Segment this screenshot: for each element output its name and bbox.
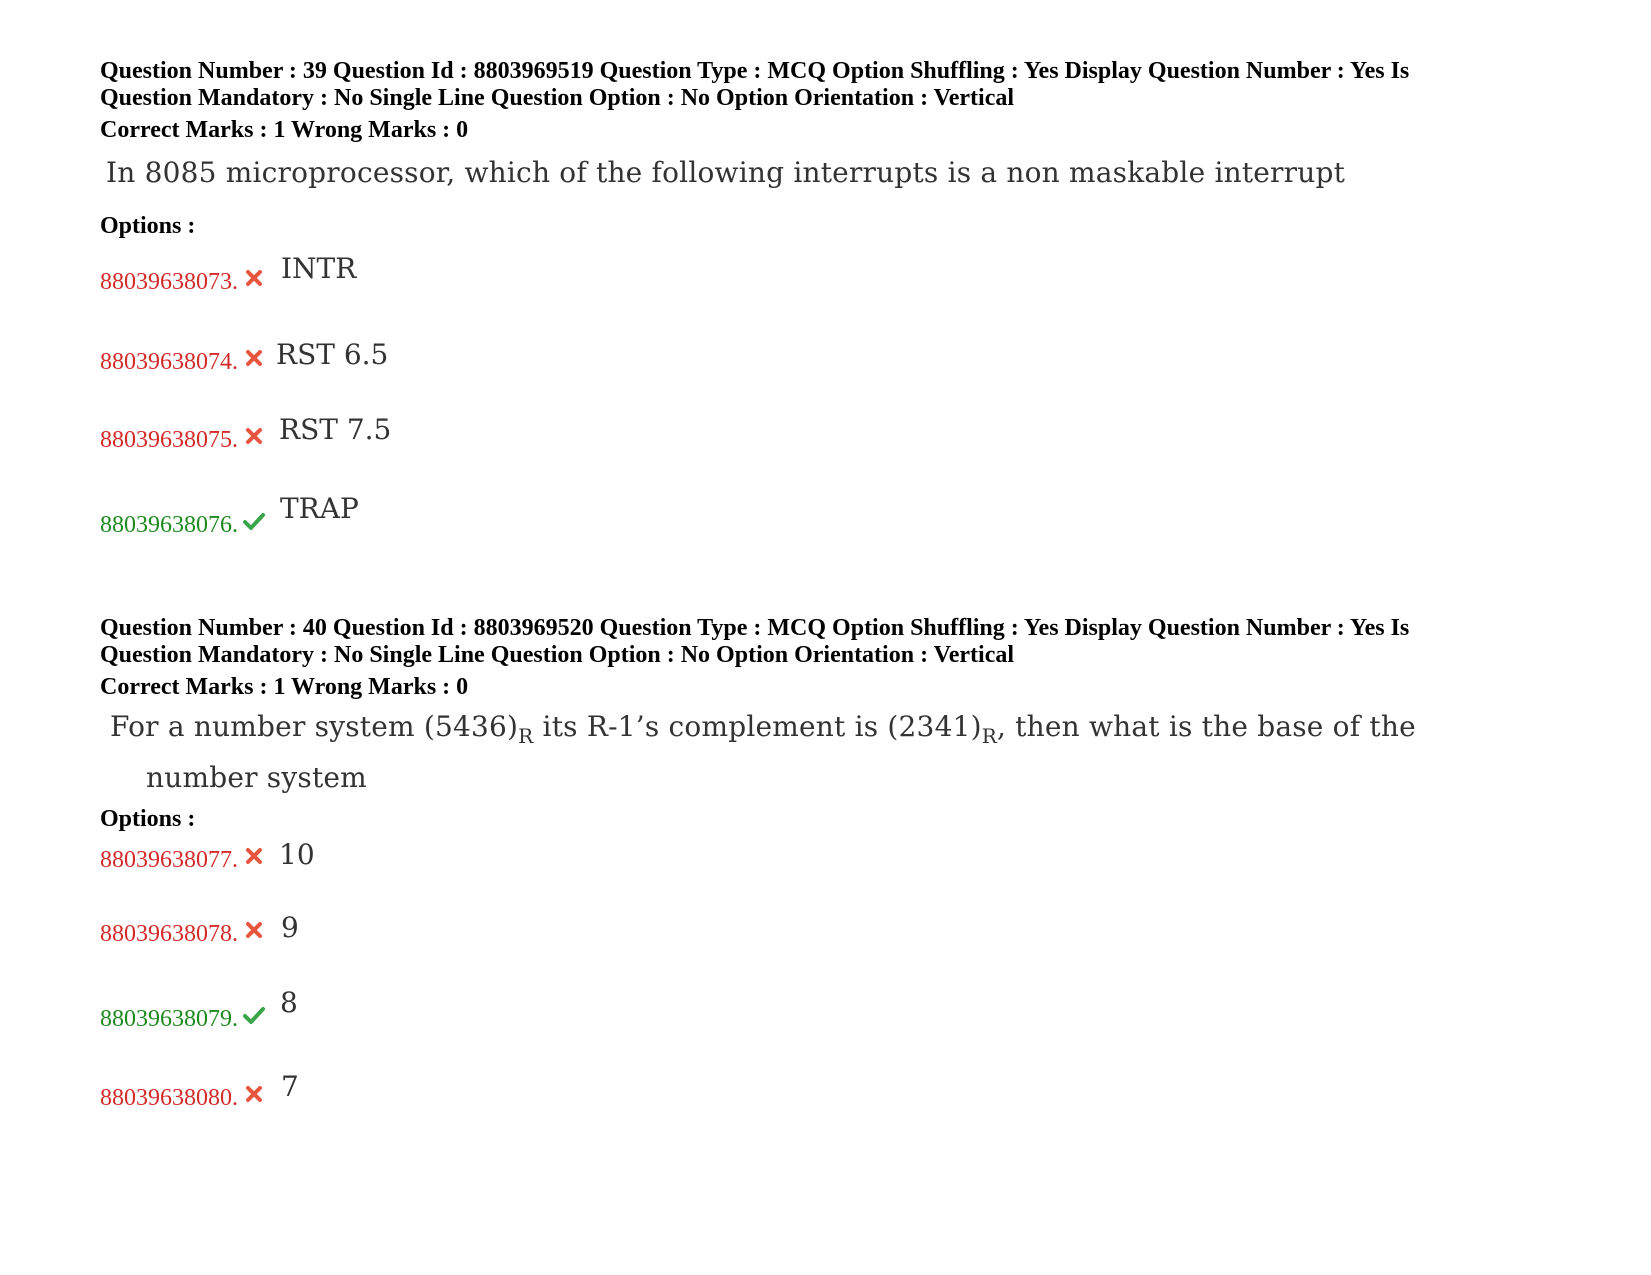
cross-icon <box>242 346 266 370</box>
question-text-line-2: number system <box>146 761 367 794</box>
question-text: In 8085 microprocessor, which of the following interrupts is a non maskable interrupt <box>106 156 1346 189</box>
option-value: 7 <box>281 1070 299 1103</box>
question-text <box>110 710 1416 748</box>
cross-icon <box>242 1082 266 1106</box>
option-id: 88039638074. <box>100 349 238 375</box>
check-icon <box>242 509 266 533</box>
option-id: 88039638077. <box>100 847 238 873</box>
option-value: 9 <box>281 911 299 944</box>
check-icon <box>242 1003 266 1027</box>
option-id: 88039638080. <box>100 1085 238 1111</box>
subscript: R <box>981 724 997 748</box>
question-marks: Correct Marks : 1 Wrong Marks : 0 <box>100 674 469 700</box>
option-id: 88039638076. <box>100 512 238 538</box>
option-value: 8 <box>280 986 298 1019</box>
question-text-part: its R-1’s complement is (2341) <box>533 710 982 743</box>
subscript: R <box>518 724 534 748</box>
cross-icon <box>242 844 266 868</box>
option-value: TRAP <box>280 492 359 525</box>
question-text-part: For a number system (5436) <box>110 710 519 743</box>
cross-icon <box>242 424 266 448</box>
question-marks: Correct Marks : 1 Wrong Marks : 0 <box>100 117 469 143</box>
option-value: 10 <box>279 838 315 871</box>
option-value: INTR <box>281 252 357 285</box>
question-meta-line-2: Question Mandatory : No Single Line Question Option : No Option Orientation : Vertical <box>100 85 1015 111</box>
option-id: 88039638073. <box>100 269 238 295</box>
option-value: RST 6.5 <box>276 338 389 371</box>
question-meta-line-1: Question Number : 39 Question Id : 8803969519 Question Type : MCQ Option Shuffling : Yes Display Question Number : Yes Is <box>100 58 1410 84</box>
cross-icon <box>242 918 266 942</box>
option-id: 88039638075. <box>100 427 238 453</box>
cross-icon <box>242 266 266 290</box>
question-meta-line-2: Question Mandatory : No Single Line Question Option : No Option Orientation : Vertical <box>100 642 1015 668</box>
options-label: Options : <box>100 806 196 832</box>
question-meta-line-1: Question Number : 40 Question Id : 8803969520 Question Type : MCQ Option Shuffling : Yes Display Question Number : Yes Is <box>100 615 1410 641</box>
question-text-part: , then what is the base of the <box>996 710 1416 743</box>
option-id: 88039638079. <box>100 1006 238 1032</box>
option-value: RST 7.5 <box>279 413 392 446</box>
option-id: 88039638078. <box>100 921 238 947</box>
options-label: Options : <box>100 213 196 239</box>
